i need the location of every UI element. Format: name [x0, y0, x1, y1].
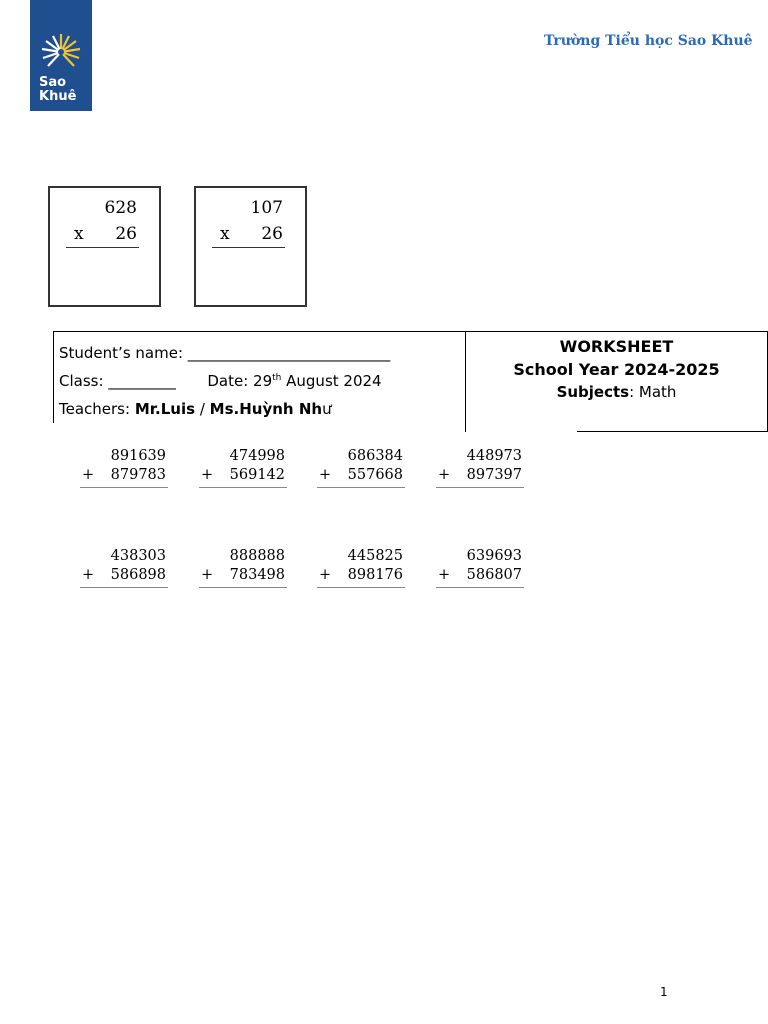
subjects-value: : Math [629, 383, 677, 401]
teachers-row [59, 400, 332, 418]
plus-sign: + [201, 567, 214, 583]
addend-bottom: 557668 [347, 467, 403, 483]
addition-problem [436, 548, 526, 588]
addend-top: 888888 [229, 548, 285, 564]
plus-sign: + [319, 567, 332, 583]
answer-line [436, 587, 524, 588]
class-field[interactable]: _________ [108, 372, 176, 390]
student-name-row [59, 344, 390, 362]
teacher-name: Mr.Luis [134, 400, 196, 418]
plus-sign: + [438, 567, 451, 583]
addend-top: 639693 [466, 548, 522, 564]
teacher-name-end: ư [322, 400, 332, 418]
school-logo [30, 0, 92, 111]
addend-bottom: 879783 [110, 467, 166, 483]
multiplication-problem [194, 186, 307, 307]
addition-problem [436, 448, 526, 488]
answer-line [317, 487, 405, 488]
answer-line [66, 247, 139, 248]
addend-top: 448973 [466, 448, 522, 464]
addend-bottom: 569142 [229, 467, 285, 483]
plus-sign: + [319, 467, 332, 483]
addition-problem [317, 448, 407, 488]
addend-bottom: 586807 [466, 567, 522, 583]
class-date-row [59, 372, 382, 390]
plus-sign: + [438, 467, 451, 483]
addend-bottom: 586898 [110, 567, 166, 583]
logo-text-line2: Khuê [39, 89, 77, 104]
answer-line [199, 587, 287, 588]
addition-problem [80, 548, 170, 588]
addition-problem [199, 548, 289, 588]
addition-problem [199, 448, 289, 488]
date-label: Date: 29 [207, 372, 273, 390]
addend-bottom: 783498 [229, 567, 285, 583]
answer-line [317, 587, 405, 588]
sunburst-icon [38, 32, 84, 72]
multiplication-problem [48, 186, 161, 307]
addition-problem [317, 548, 407, 588]
answer-line [80, 587, 168, 588]
teachers-label: Teachers: [59, 400, 131, 418]
student-name-field[interactable]: ___________________________ [187, 344, 391, 362]
school-name: Trường Tiểu học Sao Khuê [544, 33, 753, 49]
addend-top: 474998 [229, 448, 285, 464]
multiplier: 26 [261, 224, 283, 244]
answer-line [199, 487, 287, 488]
multiplier: 26 [115, 224, 137, 244]
subjects-line [466, 383, 767, 401]
plus-sign: + [82, 567, 95, 583]
addend-bottom: 897397 [466, 467, 522, 483]
multiplicand: 107 [250, 198, 283, 218]
answer-line [436, 487, 524, 488]
addend-top: 438303 [110, 548, 166, 564]
logo-text-line1: Sao [39, 75, 67, 90]
student-info-cell [53, 331, 466, 423]
addend-top: 686384 [347, 448, 403, 464]
page-number: 1 [660, 985, 668, 999]
student-name-label: Student’s name: [59, 344, 183, 362]
multiply-sign: x [220, 224, 230, 244]
answer-line [80, 487, 168, 488]
teacher-name: Ms.Huỳnh Nh [209, 400, 323, 418]
school-year: School Year 2024-2025 [513, 360, 720, 379]
worksheet-info-cell [465, 331, 768, 432]
addend-bottom: 898176 [347, 567, 403, 583]
teacher-separator: / [199, 400, 205, 418]
addend-top: 445825 [347, 548, 403, 564]
table-border-line [577, 431, 768, 432]
date-value: August 2024 [281, 372, 382, 390]
answer-line [212, 247, 285, 248]
addition-problem [80, 448, 170, 488]
subjects-label: Subjects [556, 383, 630, 401]
multiplicand: 628 [104, 198, 137, 218]
date-suffix: th [272, 373, 282, 383]
plus-sign: + [82, 467, 95, 483]
addend-top: 891639 [110, 448, 166, 464]
multiply-sign: x [74, 224, 84, 244]
plus-sign: + [201, 467, 214, 483]
class-label: Class: [59, 372, 104, 390]
worksheet-title: WORKSHEET [559, 337, 674, 356]
